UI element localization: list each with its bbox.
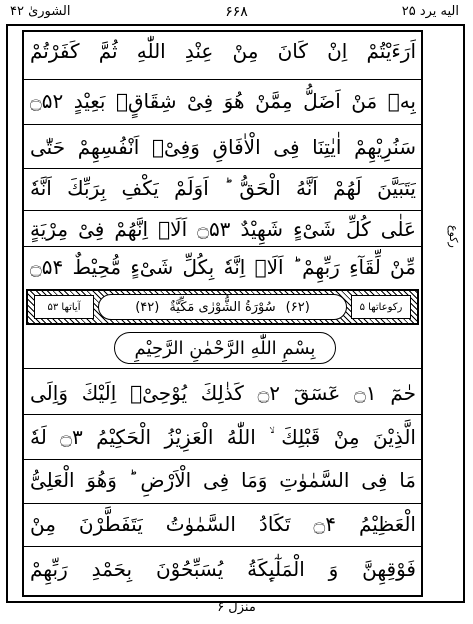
surah-title-pill <box>98 294 347 320</box>
surah-name-header: الشوریٰ ۴۲ <box>10 4 71 19</box>
verse-line: اَرَءَیْتُمْ اِنْ كَانَ مِنْ عِنْدِ اللّٰهِ ثُمَّ كَفَرْتُمْ <box>30 39 416 63</box>
verse-line: الَّذِیْنَ مِنْ قَبْلِكَ ۙ اللّٰهُ الْعَزِیْزُ الْحَكِیْمُ ۝۳ لَهٗ <box>30 425 416 449</box>
line-divider <box>24 368 421 369</box>
surah-title: سُوْرَةُ الشُّوْرٰى مَكِّيَّةٌ <box>169 299 276 315</box>
verse-line: الْعَظِیْمُ ۝۴ تَكَادُ السَّمٰوٰتُ یَتَفَطَّرْنَ مِنْ <box>30 512 416 536</box>
line-divider <box>24 503 421 504</box>
surah-title-banner <box>26 289 419 325</box>
bismillah: بِسْمِ اللّٰهِ الرَّحْمٰنِ الرَّحِیْمِ <box>134 338 316 359</box>
line-divider <box>24 414 421 415</box>
surah-number-right: (۶۲) <box>285 299 310 315</box>
verse-line: فَوْقِهِنَّ وَ الْمَلٰٓىِٕكَةُ یُسَبِّحُوْنَ بِحَمْدِ رَبِّهِمْ <box>30 557 416 581</box>
manzil-footer: منزل ۶ <box>217 600 256 615</box>
verse-line: بِهٖ مَنْ اَضَلُّ مِمَّنْ هُوَ فِیْ شِقَاقٍۢ بَعِیْدٍ ۝۵۲ <box>30 89 416 113</box>
line-divider <box>24 168 421 169</box>
line-divider <box>24 246 421 247</box>
verse-line: یَتَبَیَّنَ لَهُمْ اَنَّهُ الْحَقُّ ؕ اَوَلَمْ یَكْفِ بِرَبِّكَ اَنَّهٗ <box>30 176 416 200</box>
ruku-count-box: رکوعاتها ۵ <box>351 295 411 319</box>
surah-number-left: (۴۲) <box>135 299 160 315</box>
line-divider <box>24 546 421 547</box>
ruku-margin-note: رکوع <box>447 225 460 248</box>
line-divider <box>24 124 421 125</box>
verse-line: حٰمٓ ۝۱ عٓسٓقٓ ۝۲ كَذٰلِكَ یُوْحِیْۤ اِلَیْكَ وَاِلَى <box>30 381 416 405</box>
juz-name-header: الیه یرد ۲۵ <box>401 4 459 19</box>
verse-line: مِّنْ لِّقَآءِ رَبِّهِمْ ؕ اَلَاۤ اِنَّهٗ بِكُلِّ شَیْءٍ مُّحِیْطٌ ۝۵۴ <box>30 255 416 279</box>
line-divider <box>24 79 421 80</box>
line-divider <box>24 459 421 460</box>
verse-line: مَا فِی السَّمٰوٰتِ وَمَا فِی الْاَرْضِ ؕ وَهُوَ الْعَلِیُّ <box>30 468 416 492</box>
ayat-count-box: آیاتها ۵۳ <box>34 295 94 319</box>
verse-line: سَنُرِیْهِمْ اٰیٰتِنَا فِی الْاٰفَاقِ وَفِیْۤ اَنْفُسِهِمْ حَتّٰى <box>30 135 416 159</box>
verse-line: عَلٰى كُلِّ شَیْءٍ شَهِیْدٌ ۝۵۳ اَلَاۤ اِنَّهُمْ فِیْ مِرْیَةٍ <box>30 217 416 241</box>
page-number: ۶۶۸ <box>225 4 248 20</box>
